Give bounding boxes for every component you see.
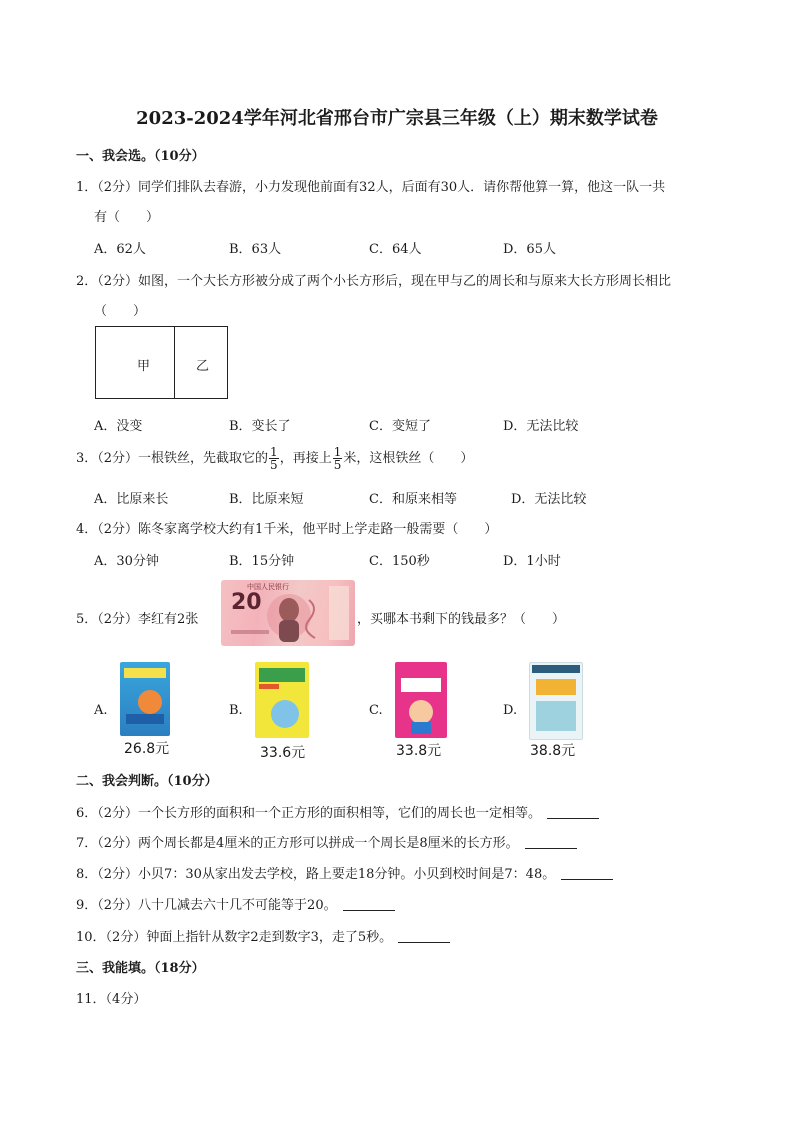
judgment-item [76,802,599,821]
fraction-one-fifth [269,446,279,471]
q3-option-b: B．比原来短 [229,492,304,507]
fraction-denominator: 5 [333,458,342,472]
book-b-cover [255,662,309,738]
q1-option-b: B．63人 [229,242,282,257]
question-11-text: 11．（4分） [76,992,147,1007]
judgment-text: 10．（2分）钟面上指针从数字2走到数字3，走了5秒。 [76,930,393,945]
q3-text-part3: 米，这根铁丝（ ） [343,451,474,466]
q5-option-d: D. [503,703,518,718]
question-5-text: 5．（2分）李红有2张 [76,612,199,627]
q1-option-c: C．64人 [369,242,422,257]
book-a-price: 26.8元 [124,741,170,757]
question-2-text: 2．（2分）如图，一个大长方形被分成了两个小长方形后，现在甲与乙的周长和与原来大长方形周长相比 [76,274,672,289]
fraction-numerator: 1 [333,445,342,459]
judgment-item [76,926,450,945]
rectangle-figure [95,326,228,399]
q2-option-a: A．没变 [94,419,143,434]
fraction-denominator: 5 [270,458,278,472]
q4-option-c: C．150秒 [369,554,430,569]
banknote-image [221,580,355,646]
book-d-cover [529,662,583,740]
judgment-item [76,894,395,913]
region-yi-label: 乙 [196,359,210,374]
answer-blank [547,806,599,819]
fraction-numerator: 1 [270,445,278,459]
answer-blank [398,930,450,943]
book-b-illustration [255,662,309,738]
q3-text-part2: ，再接上 [279,451,332,466]
section-heading-choice: 一、我会选。（10分） [76,149,205,164]
q2-option-b: B．变长了 [229,419,291,434]
q1-option-d: D．65人 [503,242,556,257]
judgment-text: 6．（2分）一个长方形的面积和一个正方形的面积相等，它们的周长也一定相等。 [76,806,542,821]
q2-option-c: C．变短了 [369,419,431,434]
question-5-text-cont: ，买哪本书剩下的钱最多？（ ） [357,612,566,627]
book-c-illustration [395,662,447,738]
judgment-text: 9．（2分）八十几减去六十几不可能等于20。 [76,898,337,913]
answer-blank [343,898,395,911]
fraction-one-fifth-meter [333,446,343,471]
answer-blank [561,867,613,880]
book-c-price: 33.8元 [396,743,442,759]
book-d-illustration [530,663,582,739]
q4-option-d: D．1小时 [503,554,561,569]
question-1-text: 1．（2分）同学们排队去春游，小力发现他前面有32人，后面有30人．请你帮他算一算，他这一队一共 [76,180,666,195]
rectangle-divider [174,327,175,398]
section-heading-judgment: 二、我会判断。（10分） [76,774,218,789]
q3-option-a: A．比原来长 [94,492,169,507]
question-1-text-cont: 有（ ） [94,210,160,225]
question-3-text [76,443,473,475]
question-4-text: 4．（2分）陈冬家离学校大约有1千米，他平时上学走路一般需要（ ） [76,522,498,537]
judgment-text: 8．（2分）小贝7：30从家出发去学校，路上要走18分钟。小贝到校时间是7：48。 [76,867,556,882]
banknote-denomination: 20 [231,590,262,615]
q2-option-d: D．无法比较 [503,419,579,434]
judgment-text: 7．（2分）两个周长都是4厘米的正方形可以拼成一个周长是8厘米的长方形。 [76,836,519,851]
judgment-item [76,832,577,851]
region-jia-label: 甲 [137,359,151,374]
q1-option-a: A．62人 [94,242,146,257]
book-a-illustration [120,662,170,736]
book-d-price: 38.8元 [530,743,576,759]
banknote-header: 中国人民银行 [247,583,289,591]
book-c-cover [395,662,447,738]
q4-option-b: B．15分钟 [229,554,295,569]
question-2-text-cont: （ ） [94,304,147,319]
q5-option-a: A. [94,703,108,718]
answer-blank [525,836,577,849]
q3-option-d: D．无法比较 [511,492,587,507]
judgment-item [76,863,613,882]
q4-option-a: A．30分钟 [94,554,159,569]
book-a-cover [120,662,170,736]
q3-option-c: C．和原来相等 [369,492,457,507]
q3-text-part1: 3．（2分）一根铁丝，先截取它的 [76,451,269,466]
q5-option-c: C. [369,703,383,718]
q5-option-b: B. [229,703,243,718]
page-title: 2023-2024学年河北省邢台市广宗县三年级（上）期末数学试卷 [136,108,658,129]
book-b-price: 33.6元 [260,745,306,761]
section-heading-fill: 三、我能填。（18分） [76,961,205,976]
